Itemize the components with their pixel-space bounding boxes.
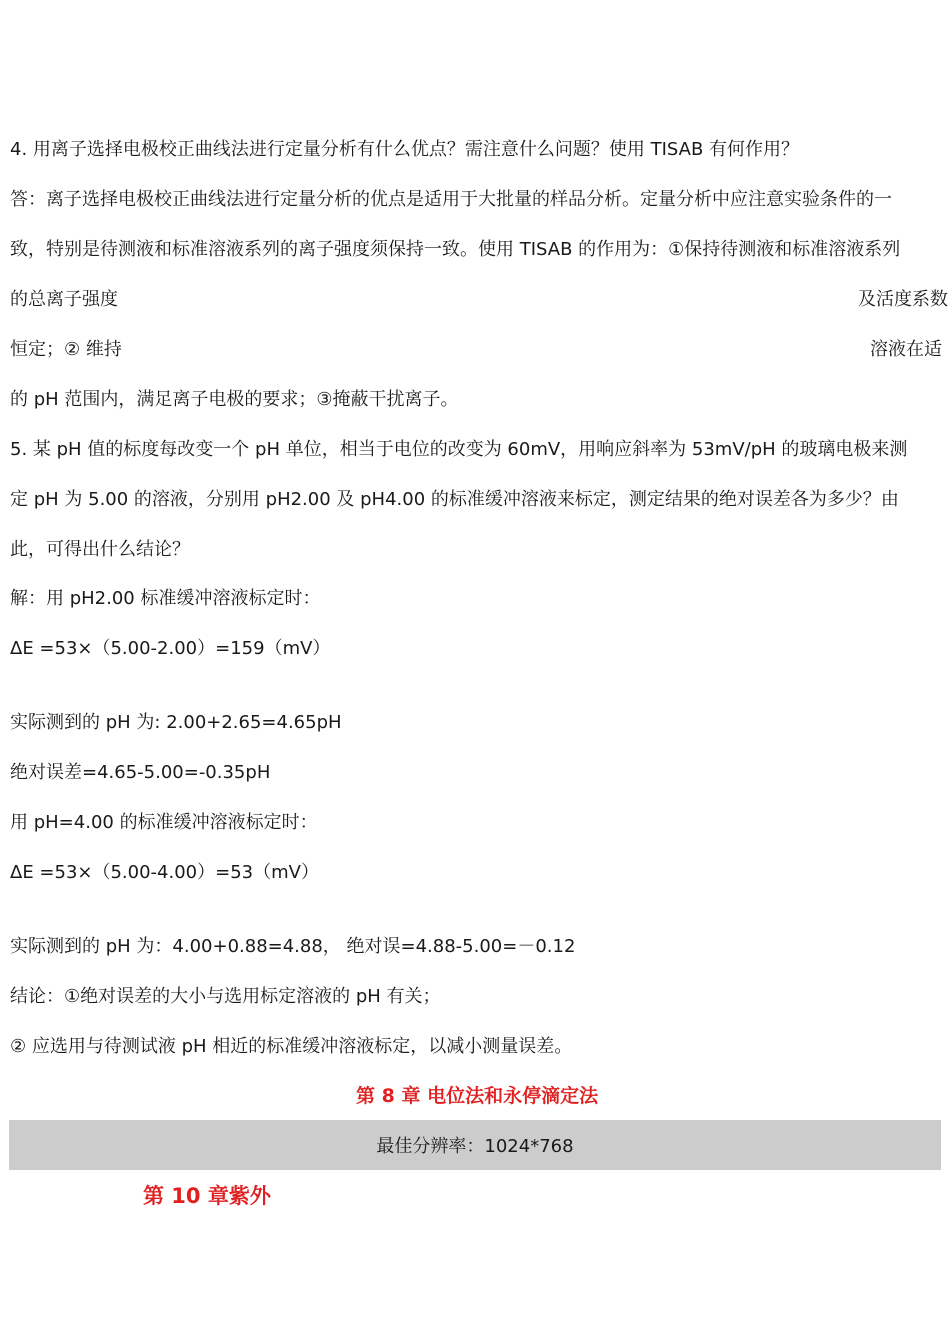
resolution-banner (9, 1120, 941, 1170)
q5-question-line-3: 此，可得出什么结论？ (10, 539, 190, 560)
q5-question-line-1: 5. 某 pH 值的标度每改变一个 pH 单位，相当于电位的改变为 60mV，用响应斜率为 53mV/pH 的玻璃电极来测 (10, 439, 908, 460)
q5-solution-line-4: 绝对误差=4.65-5.00=-0.35pH (10, 762, 271, 783)
q5-solution-line-7: 实际测到的 pH 为：4.00+0.88=4.88， 绝对误=4.88-5.00=－0.12 (10, 936, 576, 957)
q5-solution-line-3: 实际测到的 pH 为: 2.00+2.65=4.65pH (10, 712, 342, 733)
chapter-8-link[interactable]: 第 8 章 电位法和永停滴定法 (356, 1085, 599, 1107)
q5-solution-line-1: 解：用 pH2.00 标准缓冲溶液标定时： (10, 588, 321, 609)
q5-conclusion-line-1: 结论：①绝对误差的大小与选用标定溶液的 pH 有关； (10, 986, 441, 1007)
q4-question: 4. 用离子选择电极校正曲线法进行定量分析有什么优点？需注意什么问题？使用 TISAB 有何作用？ (10, 139, 800, 160)
q4-answer-line-5: 的 pH 范围内，满足离子电极的要求；③掩蔽干扰离子。 (10, 389, 459, 410)
q4-answer-line-4-right: 溶液在适 (870, 339, 942, 360)
q5-solution-line-5: 用 pH=4.00 的标准缓冲溶液标定时： (10, 812, 318, 833)
resolution-banner-text: 最佳分辨率：1024*768 (376, 1136, 574, 1157)
q5-conclusion-line-2: ② 应选用与待测试液 pH 相近的标准缓冲溶液标定，以减小测量误差。 (10, 1036, 573, 1057)
q4-answer-line-3-right: 及活度系数 (858, 289, 948, 310)
q5-question-line-2: 定 pH 为 5.00 的溶液，分别用 pH2.00 及 pH4.00 的标准缓冲溶液来标定，测定结果的绝对误差各为多少？由 (10, 489, 899, 510)
q4-answer-line-1: 答：离子选择电极校正曲线法进行定量分析的优点是适用于大批量的样品分析。定量分析中应注意实验条件的一 (10, 189, 892, 210)
chapter-10-link[interactable]: 第 10 章紫外 (143, 1184, 271, 1208)
q4-answer-line-2: 致，特别是待测液和标准溶液系列的离子强度须保持一致。使用 TISAB 的作用为：①保持待测液和标准溶液系列 (10, 239, 901, 260)
q4-answer-line-3-left: 的总离子强度 (10, 289, 118, 310)
q5-solution-line-6: ΔE =53×（5.00-4.00）=53（mV） (10, 862, 319, 883)
q5-solution-line-2: ΔE =53×（5.00-2.00）=159（mV） (10, 638, 331, 659)
q4-answer-line-4-left: 恒定；② 维持 (10, 339, 122, 360)
